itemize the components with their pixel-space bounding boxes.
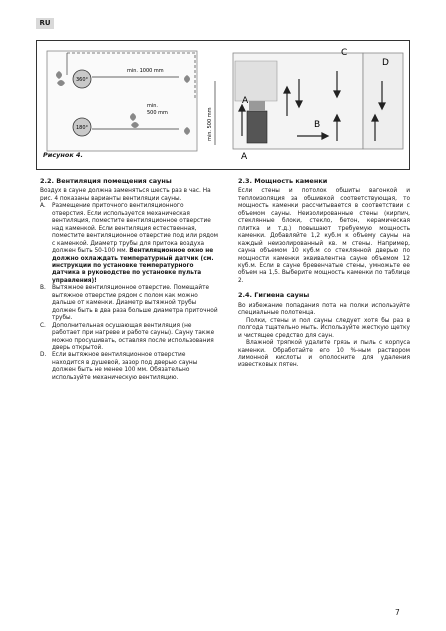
list-item-a: A. Размещение приточного вентиляционного отверстия. Если используется механическая вентиляция, поместите вентиляционное отверстие над каменкой. Если вентиляция естественная, поместите вентиляционное отверстие под или рядом с каменкой. Диаметр трубы для притока воздуха должен быть 50-100 мм. Вентиляционное окно не должно охлаждать температурный датчик (см. инструкции по установке температурного датчика в руководстве по установке пульта управления)! (40, 203, 218, 284)
label-360: 360° (75, 77, 89, 83)
section-2-3-text: Если стены и потолок обшиты вагонкой и теплоизоляция за обшивкой соответствующая, то мощность каменки рассчитывается в соответствии с объемом сауны. Неизолированные стены (кирпич, стеклянные блоки, стекло, бетон, керамическая плитка и т.д.) повышают требуемую мощность каменки. Добавляйте 1,2 куб.м к объему сауны на каждый неизолированный кв. м стены. Например, сауна объемом 10 куб.м со стеклянной дверью по мощности каменки эквивалентна сауне объемом 12 куб.м. Если в сауне бревенчатые стены, умножьте ее объем на 1,5. Выберите мощность каменки по таблице 2. (238, 188, 410, 284)
figure-caption: Рисунок 4. (43, 151, 84, 159)
right-column (238, 178, 410, 370)
section-2-4-p1: Во избежание попадания пота на полки используйте специальные полотенца. (238, 302, 410, 317)
section-2-4-p2: Полки, стены и пол сауны следует хотя бы раз в полгода тщательно мыть. Используйте жесткую щетку и чистящее средство для саун. (238, 317, 410, 339)
list-item-c: C. Дополнительная осушающая вентиляция (не работает при нагреве и работе сауны). Сауну также можно просушивать, оставляя после использования дверь открытой. (40, 322, 215, 351)
label-a-lower: A (241, 152, 248, 162)
section-2-4-title: 2.4. Гигиена сауны (238, 291, 310, 300)
section-2-3-title: 2.3. Мощность каменки (238, 177, 328, 185)
section-2-2-intro: Воздух в сауне должна заменяться шесть раз в час. На рис. 4 показаны варианты вентиляции сауны. (40, 188, 211, 202)
list-item-b: B. Вытяжное вентиляционное отверстие. Помещайте вытяжное отверстие рядом с полом как можно дальше от каменки. Диаметр вытяжной трубы должен быть в два раза больше диаметра приточной трубы. (40, 285, 218, 322)
label-d: D (382, 58, 389, 68)
label-min: min. (147, 103, 159, 109)
ventilation-diagram (37, 41, 409, 169)
label-b: B (314, 120, 321, 130)
section-2-2-title: 2.2. Вентиляция помещения сауны (40, 177, 172, 185)
list-item-d: D. Если вытяжное вентиляционное отверстие находится в душевой, зазор под дверью сауны должен быть не менее 100 мм. Обязательно используйте механическую вентиляцию. (40, 352, 198, 381)
left-column (40, 178, 218, 382)
label-c: C (341, 48, 348, 58)
label-500mm: 500 mm (147, 110, 168, 116)
label-a-upper: A (242, 96, 249, 106)
label-min-1000: min. 1000 mm (127, 68, 164, 74)
section-2-4-p3: Влажной тряпкой удалите грязь и пыль с корпуса каменки. Обработайте его 10 %-ным раствором лимонной кислоты и ополосните для удаления известковых пятен. (238, 340, 410, 369)
label-180: 180° (75, 125, 89, 131)
language-badge: RU (36, 18, 54, 29)
label-min-500-vertical: min. 500 mm (207, 107, 213, 141)
page-number: 7 (395, 608, 400, 617)
ventilation-figure (36, 40, 410, 170)
